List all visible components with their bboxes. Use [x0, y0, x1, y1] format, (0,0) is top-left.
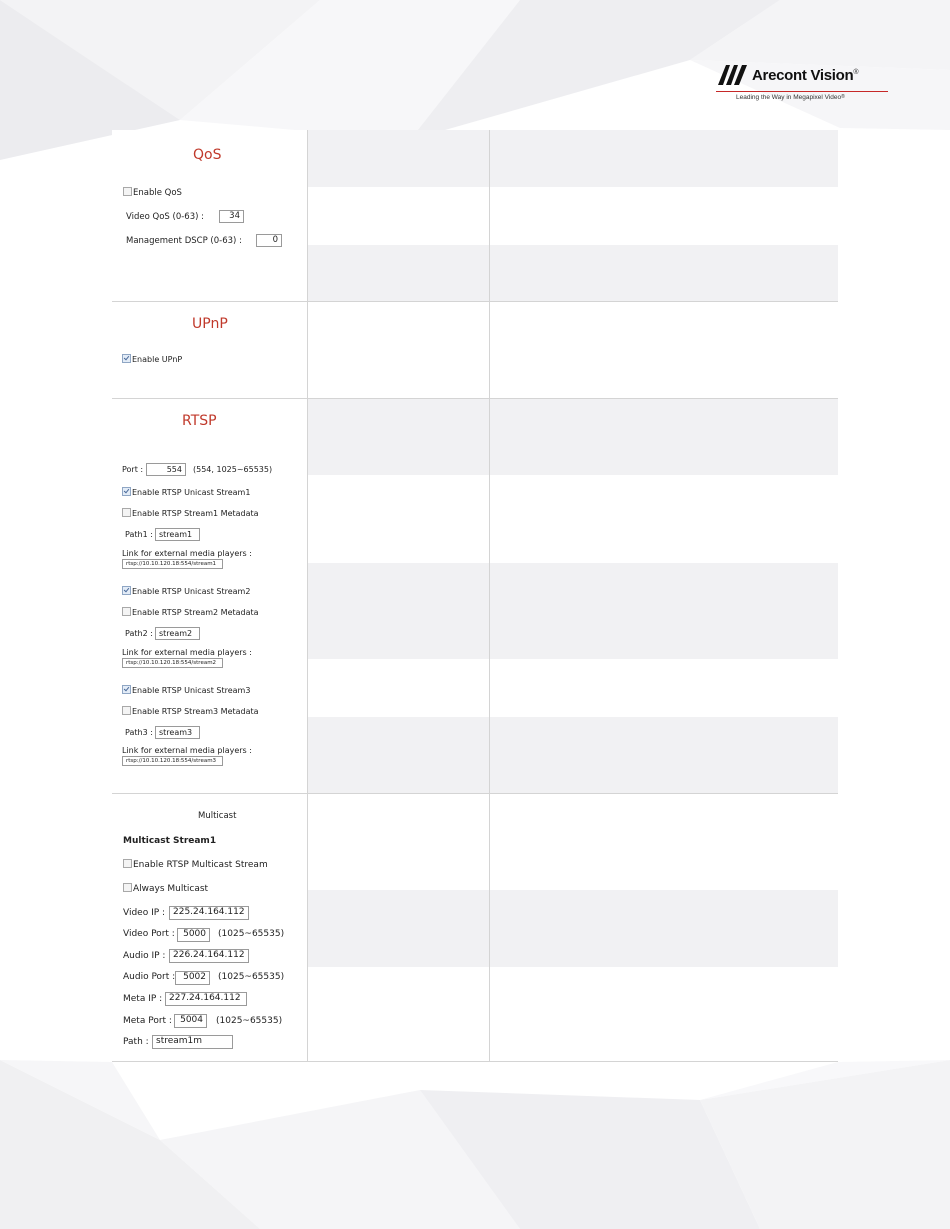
audio-port-input[interactable]: 5002: [175, 971, 210, 985]
rtsp-stream3-metadata-option[interactable]: Enable RTSP Stream3 Metadata: [122, 706, 259, 716]
section-divider: [112, 398, 838, 399]
stream1-link-label: Link for external media players :: [122, 549, 252, 558]
table-cell: [308, 968, 489, 1061]
table-cell: [308, 660, 489, 716]
table-cell: [490, 968, 838, 1061]
multicast-title: Multicast: [198, 811, 237, 821]
rtsp-title: RTSP: [182, 413, 217, 429]
table-cell: [490, 476, 838, 562]
video-port-input[interactable]: 5000: [177, 928, 210, 942]
table-cell: [308, 130, 489, 187]
video-port-range: (1025~65535): [218, 929, 285, 939]
path3-label: Path3 :: [125, 728, 153, 737]
rtsp-unicast-stream1-option[interactable]: Enable RTSP Unicast Stream1: [122, 487, 250, 497]
path1-input[interactable]: stream1: [155, 528, 200, 541]
table-cell: [490, 717, 838, 793]
brand-underline: [716, 91, 888, 92]
table-cell: [490, 399, 838, 475]
brand-logo: [716, 62, 888, 104]
rtsp-port-input[interactable]: 554: [146, 463, 186, 476]
table-cell: [490, 302, 838, 398]
meta-port-label: Meta Port :: [123, 1016, 172, 1026]
management-dscp-label: Management DSCP (0-63) :: [126, 236, 242, 246]
rtsp-unicast-stream1-checkbox[interactable]: [122, 487, 131, 496]
brand-trademark: ®: [853, 68, 859, 76]
column-divider: [307, 130, 308, 1062]
audio-ip-label: Audio IP :: [123, 951, 166, 961]
audio-port-label: Audio Port :: [123, 972, 176, 982]
rtsp-stream2-metadata-checkbox[interactable]: [122, 607, 131, 616]
rtsp-unicast-stream2-checkbox[interactable]: [122, 586, 131, 595]
qos-title: QoS: [193, 147, 222, 163]
table-cell: [490, 245, 838, 301]
management-dscp-input[interactable]: 0: [256, 234, 282, 247]
table-cell: [308, 399, 489, 475]
enable-rtsp-multicast-option[interactable]: Enable RTSP Multicast Stream: [123, 859, 268, 870]
settings-table: [112, 130, 838, 1062]
table-cell: [490, 890, 838, 967]
stream2-link-field[interactable]: rtsp://10.10.120.18:554/stream2: [122, 658, 223, 668]
always-multicast-checkbox[interactable]: [123, 883, 132, 892]
enable-upnp-checkbox[interactable]: [122, 354, 131, 363]
enable-qos-checkbox[interactable]: [123, 187, 132, 196]
video-qos-label: Video QoS (0-63) :: [126, 212, 204, 222]
column-divider: [489, 130, 490, 1062]
enable-rtsp-multicast-checkbox[interactable]: [123, 859, 132, 868]
enable-upnp-option[interactable]: Enable UPnP: [122, 354, 182, 364]
rtsp-port-label: Port :: [122, 465, 144, 474]
video-port-label: Video Port :: [123, 929, 175, 939]
rtsp-stream1-metadata-checkbox[interactable]: [122, 508, 131, 517]
rtsp-port-range: (554, 1025~65535): [193, 465, 273, 474]
table-cell: [308, 717, 489, 793]
section-divider: [112, 793, 838, 794]
table-cell: [490, 188, 838, 244]
table-cell: [308, 890, 489, 967]
path2-label: Path2 :: [125, 629, 153, 638]
table-cell: [490, 660, 838, 716]
rtsp-unicast-stream3-option[interactable]: Enable RTSP Unicast Stream3: [122, 685, 250, 695]
table-cell: [490, 794, 838, 889]
brand-tagline: Leading the Way in Megapixel Video®: [736, 94, 845, 101]
upnp-title: UPnP: [192, 316, 228, 332]
stream3-link-label: Link for external media players :: [122, 746, 252, 755]
multicast-path-input[interactable]: stream1m: [152, 1035, 233, 1049]
audio-port-range: (1025~65535): [218, 972, 285, 982]
multicast-stream1-heading: Multicast Stream1: [123, 836, 217, 846]
rtsp-unicast-stream2-option[interactable]: Enable RTSP Unicast Stream2: [122, 586, 250, 596]
stream3-link-field[interactable]: rtsp://10.10.120.18:554/stream3: [122, 756, 223, 766]
table-cell: [308, 476, 489, 562]
section-divider: [112, 301, 838, 302]
video-qos-input[interactable]: 34: [219, 210, 244, 223]
stream1-link-field[interactable]: rtsp://10.10.120.18:554/stream1: [122, 559, 223, 569]
rtsp-stream1-metadata-option[interactable]: Enable RTSP Stream1 Metadata: [122, 508, 259, 518]
enable-qos-option[interactable]: Enable QoS: [123, 187, 182, 198]
video-ip-input[interactable]: 225.24.164.112: [169, 906, 249, 920]
meta-port-range: (1025~65535): [216, 1016, 283, 1026]
qos-panel: [120, 142, 302, 260]
video-ip-label: Video IP :: [123, 908, 166, 918]
settings-column: [112, 130, 307, 1062]
rtsp-stream2-metadata-option[interactable]: Enable RTSP Stream2 Metadata: [122, 607, 259, 617]
table-cell: [308, 188, 489, 244]
meta-ip-input[interactable]: 227.24.164.112: [165, 992, 247, 1006]
audio-ip-input[interactable]: 226.24.164.112: [169, 949, 249, 963]
stream2-link-label: Link for external media players :: [122, 648, 252, 657]
multicast-path-label: Path :: [123, 1037, 149, 1047]
table-cell: [308, 794, 489, 889]
always-multicast-option[interactable]: Always Multicast: [123, 883, 208, 894]
table-cell: [308, 302, 489, 398]
table-cell: [490, 563, 838, 659]
meta-port-input[interactable]: 5004: [174, 1014, 207, 1028]
rtsp-unicast-stream3-checkbox[interactable]: [122, 685, 131, 694]
rtsp-stream3-metadata-checkbox[interactable]: [122, 706, 131, 715]
table-cell: [308, 245, 489, 301]
path2-input[interactable]: stream2: [155, 627, 200, 640]
brand-mark-icon: [716, 63, 750, 87]
table-cell: [308, 563, 489, 659]
meta-ip-label: Meta IP :: [123, 994, 163, 1004]
path1-label: Path1 :: [125, 530, 153, 539]
table-cell: [490, 130, 838, 187]
brand-name: Arecont Vision: [752, 66, 854, 84]
section-divider: [112, 1061, 838, 1062]
path3-input[interactable]: stream3: [155, 726, 200, 739]
